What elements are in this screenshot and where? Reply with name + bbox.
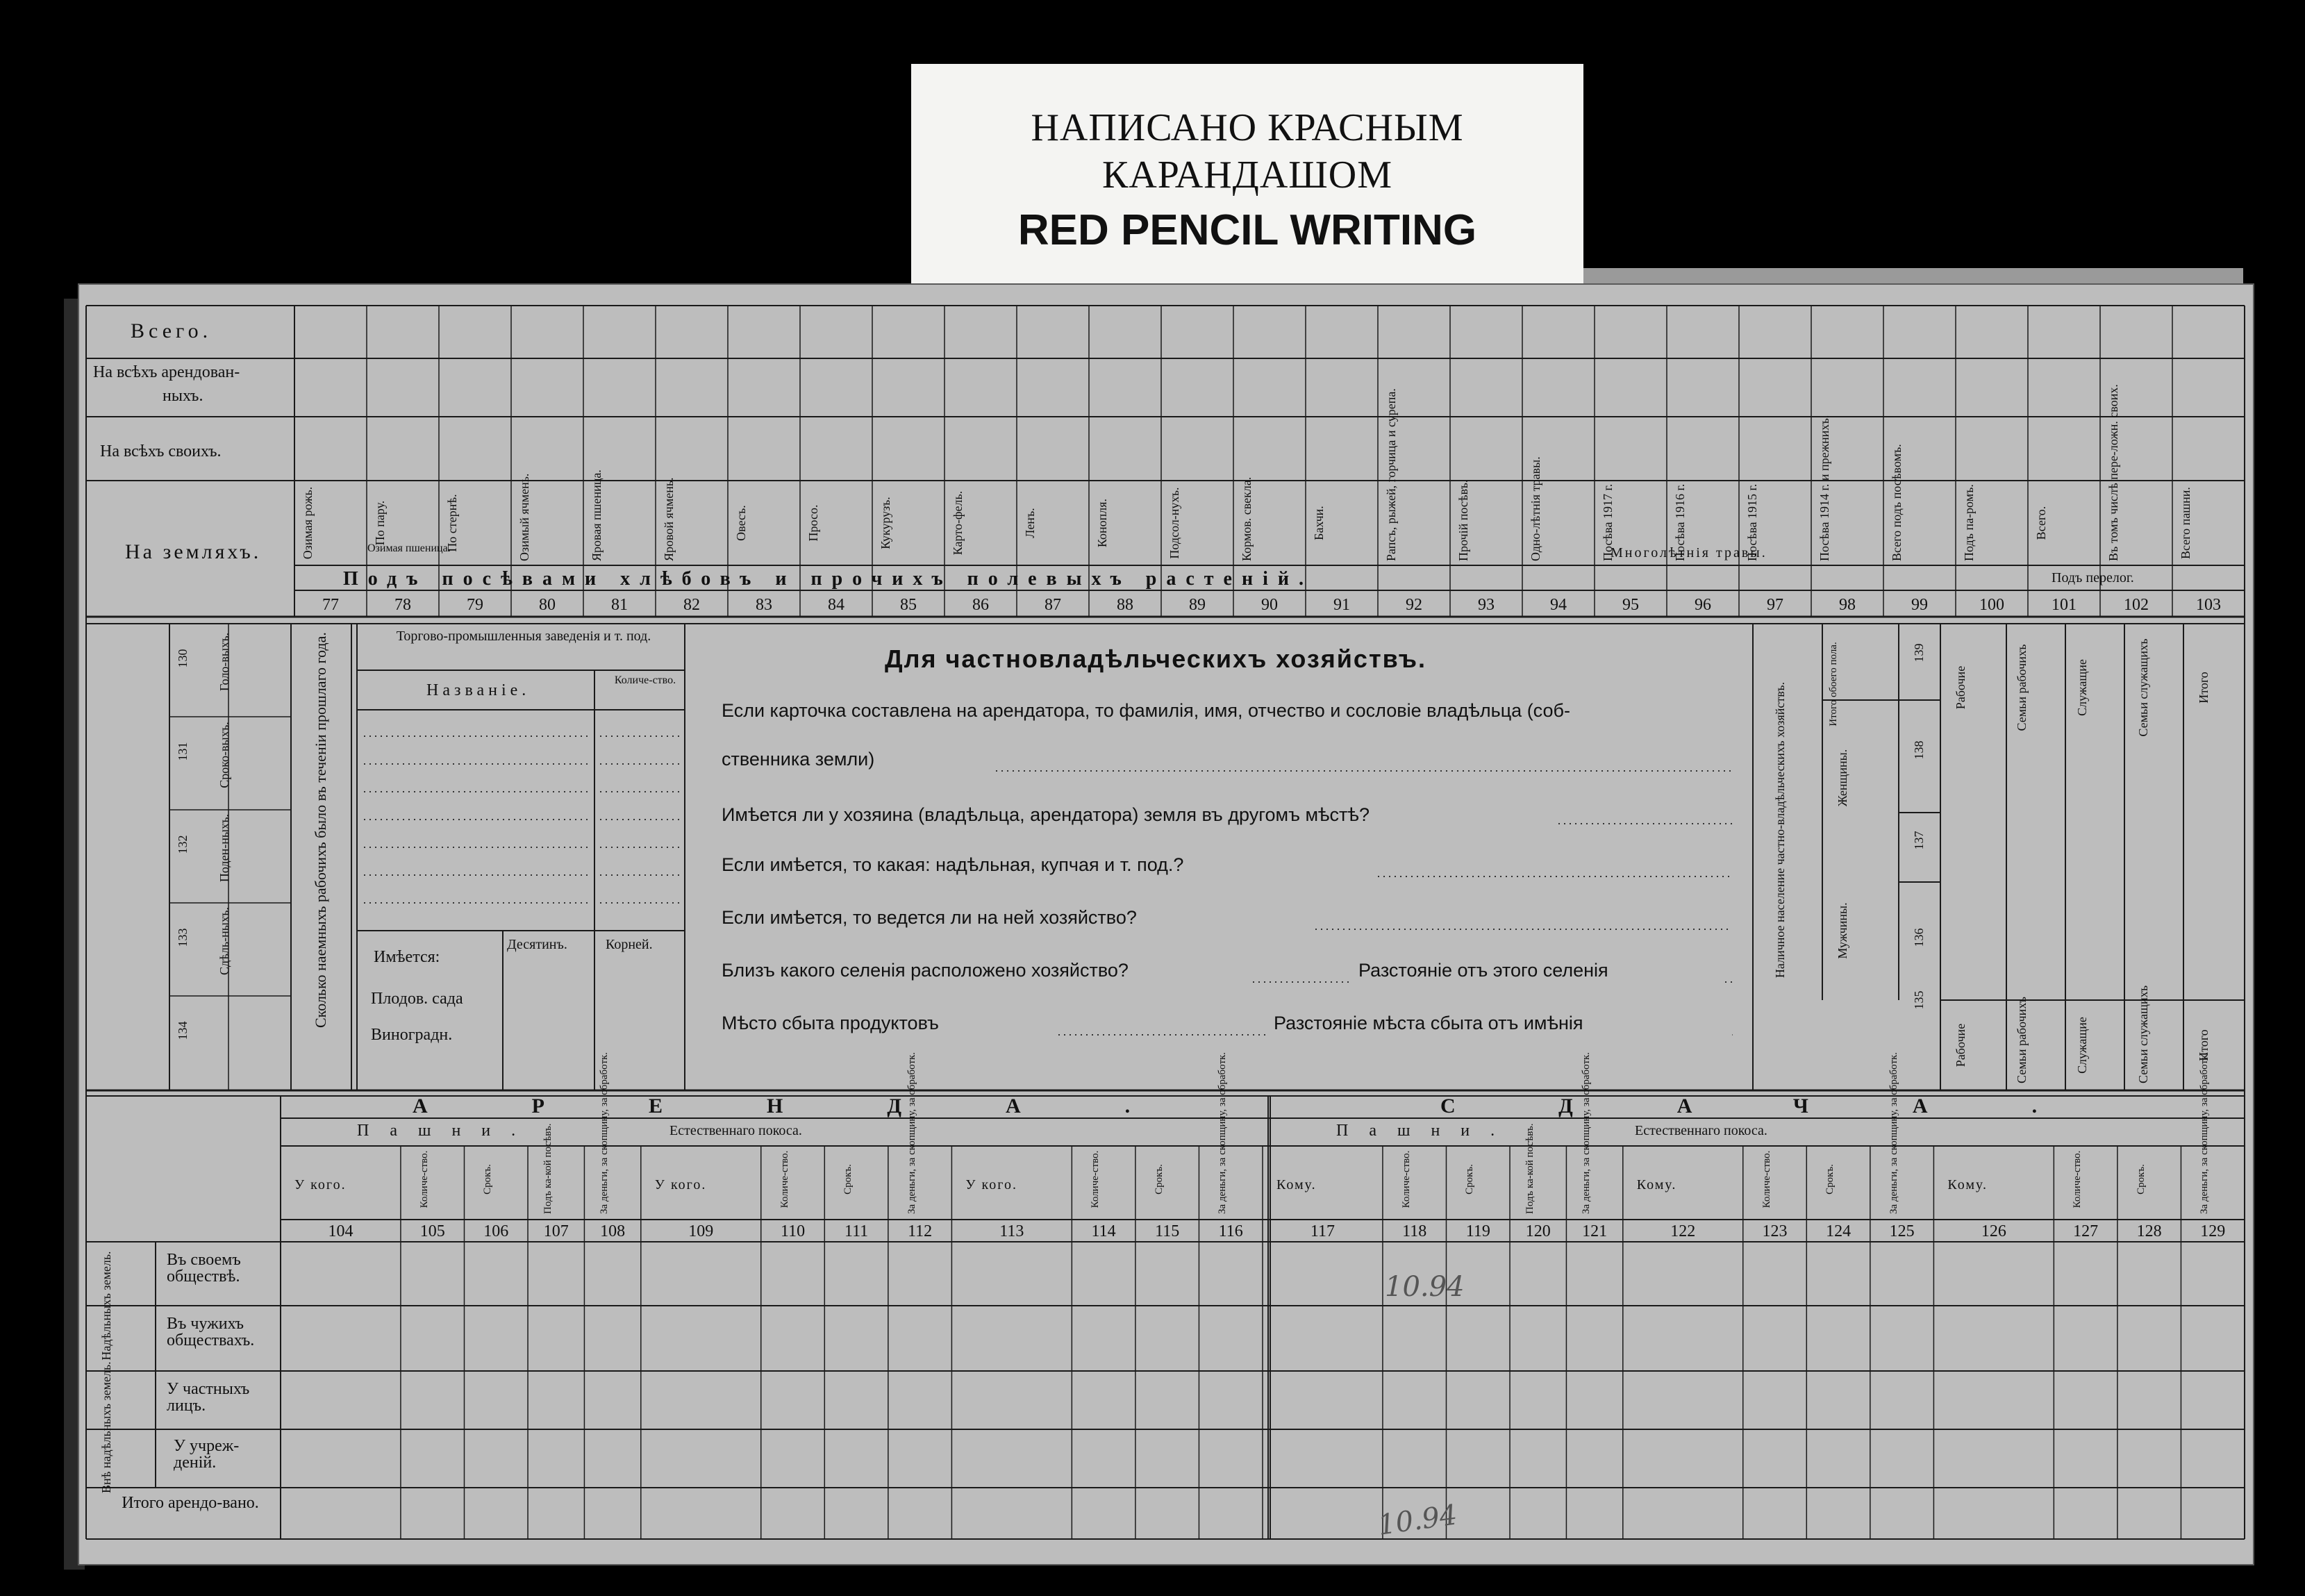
crop-header-num: 90 <box>1261 596 1278 614</box>
bottom-sub-label: Кому. <box>1276 1177 1317 1192</box>
right-col-label-bottom: Служащие <box>2075 1017 2090 1074</box>
handwriting-1: 10.94 <box>1385 1271 1465 1303</box>
question-3: Если имѣется, то какая: надѣльная, купчая и т. под.? <box>722 854 1184 875</box>
bottom-col-num: 121 <box>1582 1222 1608 1240</box>
note-en-line: RED PENCIL WRITING <box>1017 206 1477 254</box>
question-6a: Мѣсто сбыта продуктовъ <box>722 1013 939 1033</box>
zhen-label: Женщины. <box>1836 749 1849 807</box>
bottom-sub-label: Количе-ство. <box>2072 1150 2083 1208</box>
bottom-sub-label: У кого. <box>294 1177 347 1192</box>
right-num: 137 <box>1912 831 1926 850</box>
bottom-col-num: 125 <box>1889 1222 1915 1240</box>
right-col-label-bottom: Итого <box>2197 1029 2211 1061</box>
hired-num: 133 <box>176 928 190 947</box>
grid-lines <box>79 285 2253 1564</box>
bottom-sub-label: Срокъ. <box>842 1164 854 1195</box>
crop-header-num: 96 <box>1695 596 1711 614</box>
bottom-col-num: 126 <box>1981 1222 2006 1240</box>
bottom-sub-label: За деньги, за скопщину, за обработк. <box>1888 1051 1899 1214</box>
bottom-col-num: 106 <box>483 1222 509 1240</box>
crop-header-num: 85 <box>900 596 917 614</box>
crop-header-label: Посѣва 1914 г. и прежнихъ. <box>1817 415 1831 561</box>
crop-header-num: 82 <box>683 596 700 614</box>
crop-header-num: 97 <box>1767 596 1783 614</box>
bottom-col-num: 117 <box>1310 1222 1335 1240</box>
bottom-sub-label: Количе-ство. <box>1761 1150 1772 1208</box>
crop-header-num: 86 <box>972 596 989 614</box>
crop-header-label: Кормов. свекла. <box>1240 476 1254 561</box>
bottom-sub-label: Срокъ. <box>482 1164 494 1195</box>
handwriting-2: 10.94 <box>1376 1499 1460 1542</box>
bottom-sub-label: Кому. <box>1947 1177 1988 1192</box>
crop-header-num: 80 <box>539 596 556 614</box>
crop-header-label: Яровая пшеница. <box>590 469 604 561</box>
hired-num: 132 <box>176 835 190 854</box>
bottom-sub-label: Срокъ. <box>1464 1164 1476 1195</box>
hired-label: Сроко-выхъ. <box>217 722 231 788</box>
crop-header-num: 103 <box>2196 596 2221 614</box>
bottom-sub-label: Количе-ство. <box>779 1150 790 1208</box>
bottom-col-num: 113 <box>999 1222 1024 1240</box>
bottom-col-num: 107 <box>543 1222 569 1240</box>
crop-header-num: 101 <box>2052 596 2077 614</box>
crop-header-label: Прочiй посѣвъ. <box>1456 479 1470 561</box>
crop-header-label: Посѣва 1916 г. <box>1673 483 1687 561</box>
mnogolet-label: Многолѣтнiя травы. <box>1611 545 1767 560</box>
bottom-sub-label: Срокъ. <box>2135 1164 2147 1195</box>
row-label-vsego: Всего. <box>131 319 213 342</box>
nadel-label: Надѣльныхъ земель. <box>99 1251 113 1361</box>
crop-header-label: Конопля. <box>1095 498 1109 548</box>
question-5b: Разстоянiе отъ этого селенiя <box>1358 960 1608 981</box>
crop-header-label: Кукурузъ. <box>879 497 892 549</box>
crop-header-label: Овесъ. <box>734 505 748 541</box>
row-label-arend2: ныхъ. <box>163 387 203 405</box>
crop-header-label: Посѣва 1917 г. <box>1601 483 1615 561</box>
bottom-sub-label: Количе-ство. <box>1400 1150 1412 1208</box>
hired-num: 130 <box>176 649 190 668</box>
bottom-col-num: 108 <box>600 1222 626 1240</box>
crop-header-num: 93 <box>1478 596 1495 614</box>
right-col-label-top: Итого <box>2197 672 2211 704</box>
chast-label: У частныхъ лицъ. <box>167 1380 250 1415</box>
crop-header-num: 92 <box>1406 596 1422 614</box>
crop-header-label: По стернѣ. <box>445 494 459 552</box>
right-col-label-bottom: Семьи рабочихъ <box>2014 997 2029 1083</box>
crop-header-num: 89 <box>1189 596 1206 614</box>
posevy-banner: Подъ посѣвами хлѣбовъ и прочихъ полевыхъ растенiй. <box>343 568 1314 590</box>
desyatin-label: Десятинъ. <box>507 937 567 952</box>
crop-header-num: 81 <box>611 596 628 614</box>
crop-header-label: Озимая рожь. <box>301 486 315 560</box>
crop-header-label: Рапсъ, рыжей, горчица и сурепа. <box>1384 388 1398 561</box>
itogo-obo-label: Итого обоего пола. <box>1828 642 1839 726</box>
crop-header-num: 77 <box>322 596 339 614</box>
right-num: 138 <box>1912 740 1926 760</box>
bottom-sub-label: Количе-ство. <box>418 1150 430 1208</box>
crop-header-num: 91 <box>1333 596 1350 614</box>
svoem-label: Въ своемъ обществѣ. <box>167 1251 241 1286</box>
crop-header-label: Подсол-нухъ. <box>1167 487 1181 559</box>
bottom-sub-label: За деньги, за скопщину, за обработк. <box>1581 1051 1592 1214</box>
hired-label: Поден-ныхъ. <box>217 813 231 883</box>
right-num: 136 <box>1912 928 1926 947</box>
question-2: Имѣется ли у хозяина (владѣльца, арендатора) земля въ другомъ мѣстѣ? <box>722 804 1370 825</box>
bottom-col-num: 124 <box>1826 1222 1852 1240</box>
bottom-sub-label: Срокъ. <box>1824 1164 1836 1195</box>
crop-header-label: Озимый ячмень. <box>517 473 531 561</box>
right-col-label-bottom: Рабочие <box>1954 1023 1967 1067</box>
bottom-col-num: 115 <box>1155 1222 1180 1240</box>
arenda-pashni: Пашни. <box>357 1122 537 1140</box>
bottom-col-num: 120 <box>1525 1222 1551 1240</box>
crop-header-num: 84 <box>828 596 844 614</box>
archive-note-label <box>911 64 1583 288</box>
question-4: Если имѣется, то ведется ли на ней хозяйство? <box>722 907 1137 928</box>
crop-header-label: Просо. <box>806 504 820 542</box>
bottom-col-num: 128 <box>2136 1222 2162 1240</box>
right-col-label-top: Рабочие <box>1954 665 1967 710</box>
bottom-col-num: 123 <box>1762 1222 1788 1240</box>
bottom-sub-label: За деньги, за скопщину, за обработк. <box>2199 1051 2211 1214</box>
crop-header-label: Ленъ. <box>1023 508 1037 538</box>
hired-label: Голо-выхъ. <box>217 632 231 692</box>
arenda-estest: Естественнаго покоса. <box>669 1123 802 1138</box>
bottom-col-num: 110 <box>780 1222 806 1240</box>
crop-header-num: 83 <box>756 596 772 614</box>
bottom-col-num: 119 <box>1465 1222 1490 1240</box>
bottom-col-num: 118 <box>1402 1222 1427 1240</box>
right-num: 139 <box>1912 643 1926 663</box>
muzh-label: Мужчины. <box>1836 902 1849 959</box>
crop-header-label: По пару. <box>373 500 387 546</box>
bottom-sub-label: За деньги, за скопщину, за обработк. <box>906 1051 917 1214</box>
ozim-pshenica-label: Озимая пшеница. <box>367 542 451 554</box>
crop-header-label: Карто-фель. <box>951 490 965 556</box>
bottom-col-num: 114 <box>1091 1222 1116 1240</box>
bottom-sub-label: Количе-ство. <box>1090 1150 1101 1208</box>
row-label-arend: На всѣхъ арендован- <box>93 363 240 381</box>
crop-header-label: Всего. <box>2034 506 2048 540</box>
question-1a: Если карточка составлена на арендатора, то фамилiя, имя, отчество и сословiе владѣльца (соб- <box>722 700 1570 721</box>
bottom-sub-label: У кого. <box>654 1177 707 1192</box>
census-card <box>78 283 2254 1565</box>
crop-header-num: 95 <box>1622 596 1639 614</box>
crop-header-label: Подъ па-ромъ. <box>1962 484 1976 561</box>
bottom-col-num: 116 <box>1218 1222 1243 1240</box>
hired-num: 131 <box>176 742 190 761</box>
right-col-label-top: Служащие <box>2075 659 2090 716</box>
crop-header-num: 87 <box>1045 596 1061 614</box>
crop-header-num: 100 <box>1979 596 2004 614</box>
questions-title: Для частновладѣльческихъ хозяйствъ. <box>885 645 1427 673</box>
korney-label: Корней. <box>606 937 653 952</box>
crop-header-num: 99 <box>1911 596 1928 614</box>
crop-header-label: Въ томъ числѣ пере-ложн. своих. <box>2106 384 2120 561</box>
sdacha-estest: Естественнаго покоса. <box>1635 1123 1767 1138</box>
crop-header-num: 102 <box>2124 596 2149 614</box>
bottom-sub-label: Подъ ка-кой посѣвъ. <box>1524 1123 1536 1214</box>
sad-label: Плодов. сада <box>371 990 463 1008</box>
right-col-label-bottom: Семьи служащихъ <box>2136 985 2150 1083</box>
bottom-sub-label: Срокъ. <box>1153 1164 1165 1195</box>
nazv-label: Названiе. <box>426 681 531 699</box>
crop-header-label: Одно-лѣтнiя травы. <box>1529 456 1542 561</box>
crop-header-num: 94 <box>1550 596 1567 614</box>
hired-label: Сдѣль-ныхъ. <box>217 907 231 975</box>
crop-header-label: Всего подъ посѣвомъ. <box>1890 444 1904 561</box>
vne-label: Внѣ надѣльныхъ земель. <box>99 1361 113 1493</box>
question-5a: Близъ какого селенiя расположено хозяйство? <box>722 960 1129 981</box>
right-num: 135 <box>1912 990 1926 1010</box>
right-col-label-top: Семьи рабочихъ <box>2014 644 2029 731</box>
note-ru-line1: НАПИСАНО КРАСНЫМ <box>1031 106 1464 149</box>
bottom-sub-label: За деньги, за скопщину, за обработк. <box>599 1051 610 1214</box>
bottom-col-num: 105 <box>419 1222 445 1240</box>
chuzh-label: Въ чужихъ обществахъ. <box>167 1315 255 1349</box>
bottom-col-num: 127 <box>2073 1222 2099 1240</box>
bottom-col-num: 112 <box>908 1222 933 1240</box>
bottom-col-num: 104 <box>328 1222 353 1240</box>
nalich-label: Наличное население частно-владѣльческихъ хозяйствъ. <box>1773 681 1787 979</box>
bottom-sub-label: Кому. <box>1636 1177 1677 1192</box>
right-col-label-top: Семьи служащихъ <box>2136 638 2150 737</box>
bottom-col-num: 111 <box>844 1222 869 1240</box>
crop-header-label: Бахчи. <box>1312 506 1326 540</box>
bottom-sub-label: У кого. <box>965 1177 1017 1192</box>
pod-pereloh-label: Подъ перелог. <box>2052 570 2134 585</box>
sdacha-pashni: Пашни. <box>1336 1122 1516 1140</box>
crop-header-num: 78 <box>394 596 411 614</box>
crop-header-num: 79 <box>467 596 483 614</box>
crop-header-label: Яровой ячмень. <box>662 477 676 561</box>
bottom-sub-label: Подъ ка-кой посѣвъ. <box>542 1123 554 1214</box>
crop-header-label: Посѣва 1915 г. <box>1745 483 1759 561</box>
crop-header-num: 88 <box>1117 596 1133 614</box>
itogo-label: Итого арендо-вано. <box>122 1494 259 1512</box>
row-label-svoih: На всѣхъ своихъ. <box>100 442 222 460</box>
question-6b: Разстоянiе мѣста сбыта отъ имѣнiя <box>1274 1013 1583 1033</box>
arenda-title: АРЕНДА. <box>413 1095 1235 1117</box>
torg-title: Торгово-промышленныя заведенiя и т. под. <box>396 629 651 644</box>
row-label-zemlyah: На земляхъ. <box>125 540 262 563</box>
uchr-label: У учреж-денiй. <box>174 1437 240 1472</box>
bottom-sub-label: За деньги, за скопщину, за обработк. <box>1217 1051 1229 1214</box>
bottom-col-num: 122 <box>1670 1222 1696 1240</box>
bottom-col-num: 129 <box>2200 1222 2226 1240</box>
imeetsya-label: Имѣется: <box>374 948 440 966</box>
question-1b: ственника земли) <box>722 749 875 770</box>
crop-header-num: 98 <box>1839 596 1856 614</box>
note-ru-line2: КАРАНДАШОМ <box>1101 153 1393 197</box>
bottom-col-num: 109 <box>688 1222 714 1240</box>
vinograd-label: Виноградн. <box>371 1026 453 1044</box>
hired-num: 134 <box>176 1021 190 1040</box>
kol-label: Количе-ство. <box>614 674 676 686</box>
sdacha-title: СДАЧА. <box>1440 1095 2142 1117</box>
crop-header-label: Всего пашни. <box>2179 487 2192 559</box>
naim-label: Сколько наемныхъ рабочихъ было въ теченiи прошлаго года. <box>312 632 329 1028</box>
